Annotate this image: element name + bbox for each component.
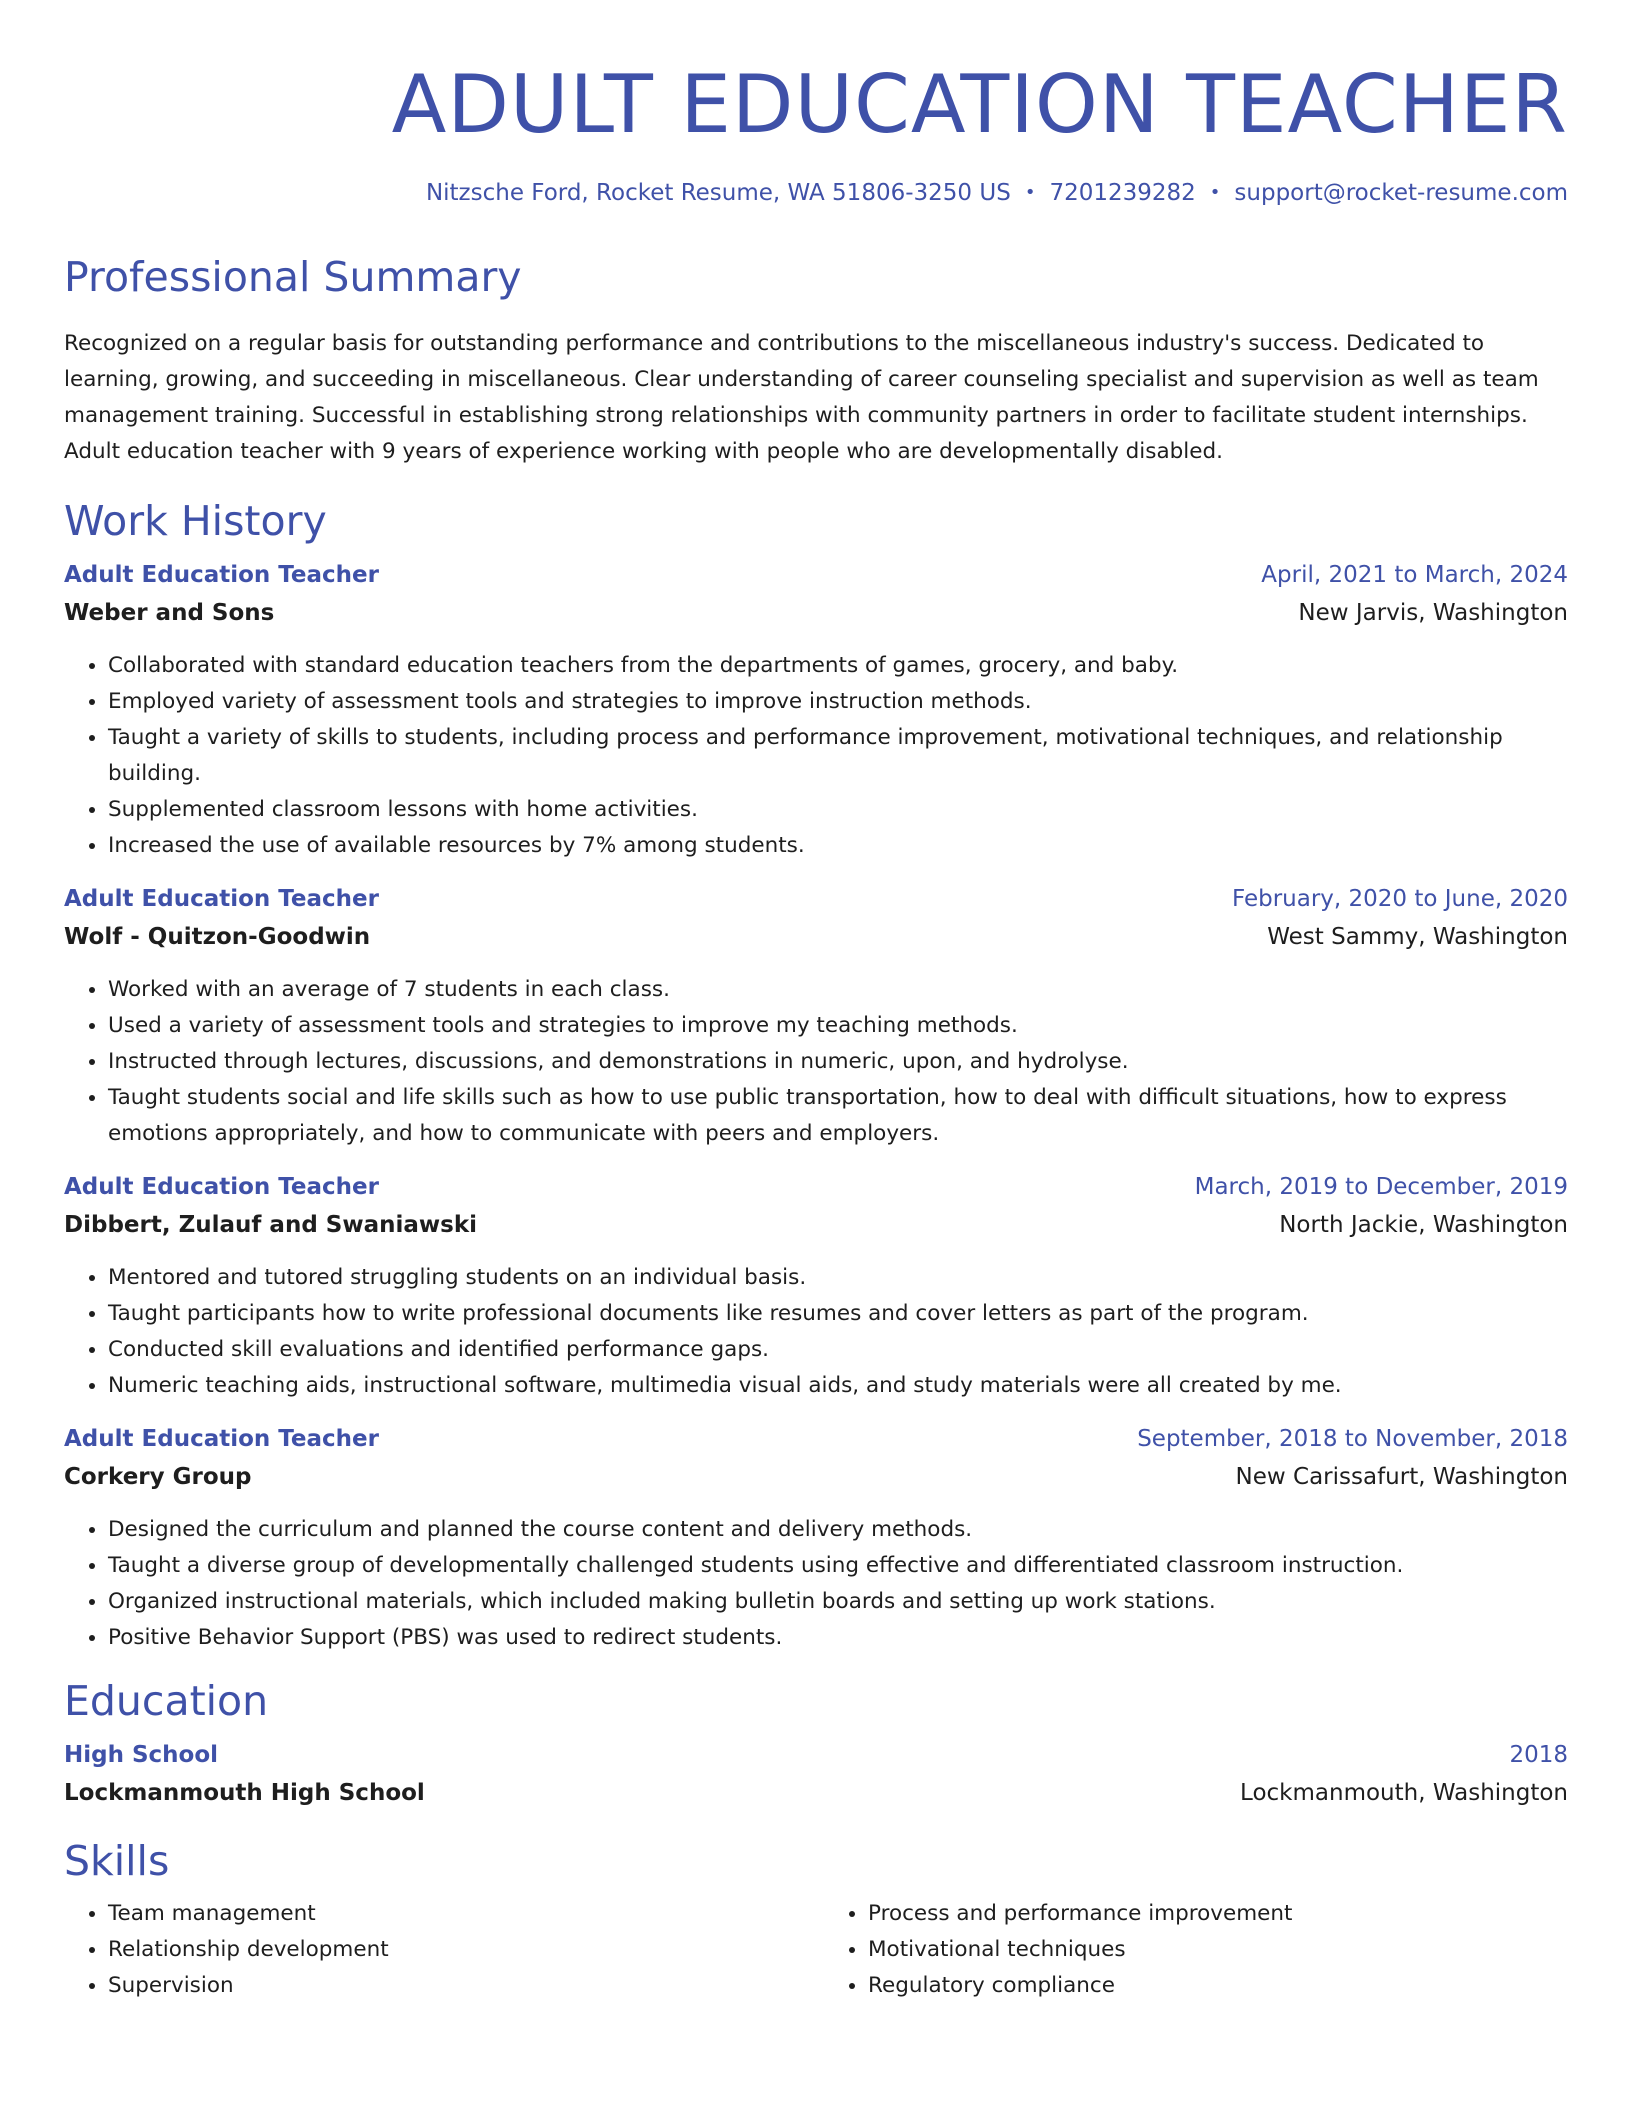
job-bullet: • Collaborated with standard education teachers from the departments of games, grocery, and baby. (108, 648, 1568, 684)
job-bullet: • Taught a diverse group of developmentally challenged students using effective and differentiated classroom instruction. (108, 1548, 1568, 1584)
job-bullets (64, 1512, 1568, 1656)
contact-phone: 7201239282 (1049, 180, 1196, 206)
skill-item: • Process and performance improvement (868, 1896, 1568, 1932)
contact-email: support@rocket-resume.com (1234, 180, 1568, 206)
separator-dot: • (1209, 182, 1221, 203)
skill-item: • Motivational techniques (868, 1932, 1568, 1968)
job-company: Corkery Group (64, 1464, 252, 1490)
education-degree: High School (64, 1742, 219, 1768)
job-bullet: • Increased the use of available resources by 7% among students. (108, 828, 1568, 864)
job-location: North Jackie, Washington (1279, 1212, 1568, 1238)
job-dates: February, 2020 to June, 2020 (1231, 886, 1568, 912)
job-bullet: • Taught students social and life skills such as how to use public transportation, how to deal with difficult situations, how to express emotions appropriately, and how to communicate with peers and employers. (108, 1080, 1568, 1152)
job-location: New Jarvis, Washington (1298, 600, 1568, 626)
job-bullet: • Worked with an average of 7 students in each class. (108, 972, 1568, 1008)
job-bullet: • Instructed through lectures, discussions, and demonstrations in numeric, upon, and hydrolyse. (108, 1044, 1568, 1080)
separator-dot: • (1024, 182, 1036, 203)
job-bullet: • Supplemented classroom lessons with home activities. (108, 792, 1568, 828)
summary-text: Recognized on a regular basis for outstanding performance and contributions to the miscellaneous industry's success. Dedicated to learning, growing, and succeeding in miscellaneous. Clear understanding of career counseling specialist and supervision as well as team management training. Successful in establishing strong relationships with community partners in order to facilitate student internships. Adult education teacher with 9 years of experience working with people who are developmentally disabled. (64, 331, 1539, 464)
job-bullet: • Taught participants how to write professional documents like resumes and cover letters as part of the program. (108, 1296, 1568, 1332)
skills-list (64, 1896, 1568, 2004)
education-entry (64, 1736, 1568, 1812)
job-title: Adult Education Teacher (64, 886, 379, 912)
section-title-summary: Professional Summary (64, 253, 522, 301)
job-title: Adult Education Teacher (64, 562, 379, 588)
job-location: New Carissafurt, Washington (1235, 1464, 1568, 1490)
skills-column-left (64, 1896, 808, 2004)
skill-item: • Supervision (108, 1968, 808, 2004)
job-title: Adult Education Teacher (64, 1174, 379, 1200)
job-bullets (64, 1260, 1568, 1404)
resume-page (64, 0, 1568, 2004)
education-year: 2018 (1509, 1742, 1568, 1768)
job-title: Adult Education Teacher (64, 1426, 379, 1452)
job-dates: September, 2018 to November, 2018 (1137, 1426, 1568, 1452)
skill-item: • Regulatory compliance (868, 1968, 1568, 2004)
job-entry (64, 556, 1568, 864)
education-school: Lockmanmouth High School (64, 1780, 425, 1806)
education-location: Lockmanmouth, Washington (1240, 1780, 1568, 1806)
job-bullets (64, 648, 1568, 864)
job-bullet: • Taught a variety of skills to students, including process and performance improvement, motivational techniques, and relationship building. (108, 720, 1568, 792)
job-bullet: • Organized instructional materials, which included making bulletin boards and setting up work stations. (108, 1584, 1568, 1620)
section-title-education: Education (64, 1677, 269, 1725)
contact-address: Nitzsche Ford, Rocket Resume, WA 51806-3250 US (425, 180, 1011, 206)
candidate-name: ADULT EDUCATION TEACHER (391, 58, 1568, 151)
job-location: West Sammy, Washington (1267, 924, 1568, 950)
job-company: Dibbert, Zulauf and Swaniawski (64, 1212, 478, 1238)
job-entry (64, 880, 1568, 1152)
job-entry (64, 1420, 1568, 1656)
job-bullet: • Positive Behavior Support (PBS) was used to redirect students. (108, 1620, 1568, 1656)
job-bullet: • Numeric teaching aids, instructional software, multimedia visual aids, and study materials were all created by me. (108, 1368, 1568, 1404)
job-dates: March, 2019 to December, 2019 (1194, 1174, 1568, 1200)
job-bullet: • Designed the curriculum and planned the course content and delivery methods. (108, 1512, 1568, 1548)
section-title-work-history: Work History (64, 497, 327, 545)
job-bullet: • Conducted skill evaluations and identified performance gaps. (108, 1332, 1568, 1368)
job-bullet: • Employed variety of assessment tools and strategies to improve instruction methods. (108, 684, 1568, 720)
skills-column-right (808, 1896, 1568, 2004)
skill-item: • Team management (108, 1896, 808, 1932)
contact-line (64, 178, 1568, 208)
job-bullet: • Used a variety of assessment tools and strategies to improve my teaching methods. (108, 1008, 1568, 1044)
job-bullets (64, 972, 1568, 1152)
job-bullet: • Mentored and tutored struggling students on an individual basis. (108, 1260, 1568, 1296)
job-entry (64, 1168, 1568, 1404)
section-title-skills: Skills (64, 1837, 170, 1885)
job-company: Wolf - Quitzon-Goodwin (64, 924, 371, 950)
job-dates: April, 2021 to March, 2024 (1261, 562, 1568, 588)
job-company: Weber and Sons (64, 600, 275, 626)
skill-item: • Relationship development (108, 1932, 808, 1968)
